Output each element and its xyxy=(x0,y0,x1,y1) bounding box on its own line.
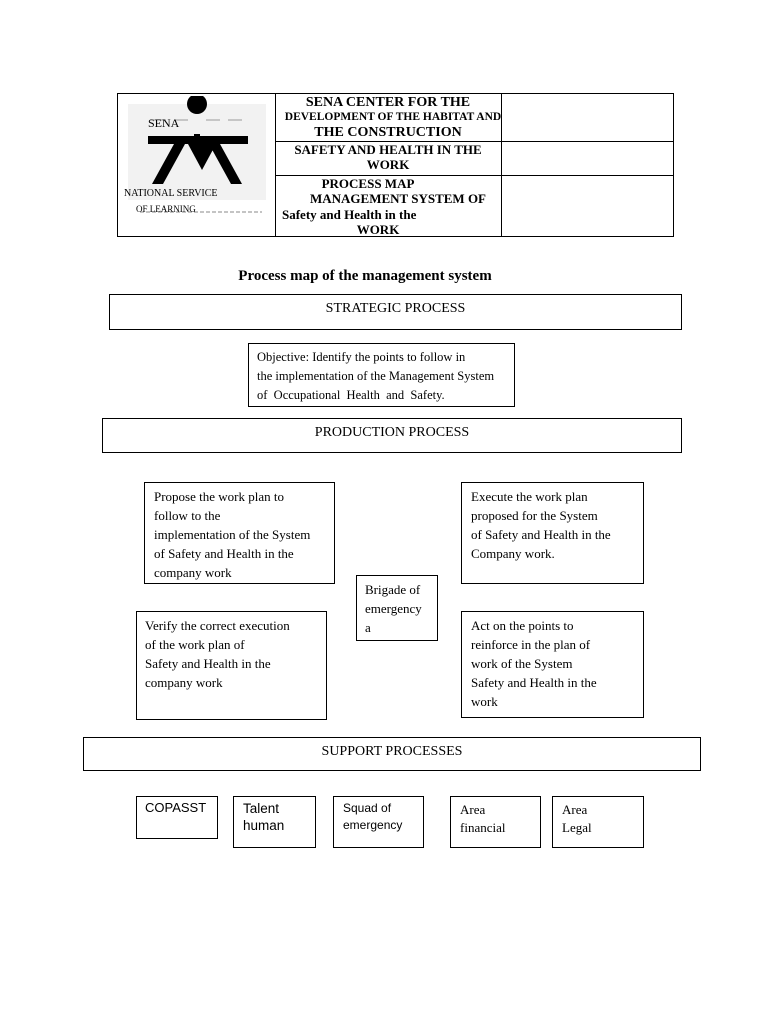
verify-line: Safety and Health in the xyxy=(145,656,271,671)
header-table xyxy=(117,93,674,237)
talent-line: Talent xyxy=(243,801,280,816)
production-process-label: PRODUCTION PROCESS xyxy=(314,425,470,440)
legal-line: Legal xyxy=(562,820,592,835)
sena-logo xyxy=(122,96,272,218)
verify-line: of the work plan of xyxy=(145,637,245,652)
act-line: work xyxy=(471,694,498,709)
plan-box xyxy=(144,482,335,584)
logo-subtitle: OF LEARNING xyxy=(136,204,196,214)
doc-title-line: MANAGEMENT SYSTEM OF xyxy=(310,191,486,206)
header-row-divider xyxy=(501,141,673,142)
financial-line: Area xyxy=(460,802,486,817)
center-name-line: SENA CENTER FOR THE xyxy=(305,95,471,110)
verify-line: Verify the correct execution xyxy=(145,618,290,633)
sena-logo-icon xyxy=(122,96,272,218)
execute-line: Company work. xyxy=(471,546,555,561)
objective-line: the implementation of the Management System xyxy=(257,369,495,383)
execute-line: of Safety and Health in the xyxy=(471,527,611,542)
objective-box xyxy=(248,343,515,407)
production-process-bar xyxy=(102,418,682,453)
act-line: work of the System xyxy=(471,656,573,671)
strategic-process-bar xyxy=(109,294,682,330)
plan-line: company work xyxy=(154,565,232,580)
execute-line: proposed for the System xyxy=(471,508,598,523)
plan-line: implementation of the System xyxy=(154,527,311,542)
doc-title-line: WORK xyxy=(356,222,400,237)
logo-subtitle: NATIONAL SERVICE xyxy=(124,188,218,199)
support-processes-bar xyxy=(83,737,701,771)
squad-box xyxy=(333,796,424,848)
execute-line: Execute the work plan xyxy=(471,489,588,504)
act-box xyxy=(461,611,644,718)
logo-name: SENA xyxy=(148,116,180,130)
brigade-line: Brigade of xyxy=(365,582,421,597)
area-line: SAFETY AND HEALTH IN THE xyxy=(294,142,482,157)
page-title: Process map of the management system xyxy=(238,268,492,284)
legal-box xyxy=(552,796,644,848)
copasst-box xyxy=(136,796,218,839)
objective-line: of Occupational Health and Safety. xyxy=(257,388,445,402)
squad-line: emergency xyxy=(343,818,403,832)
act-line: Act on the points to xyxy=(471,618,574,633)
plan-line: Propose the work plan to xyxy=(154,489,284,504)
talent-line: human xyxy=(243,818,285,833)
plan-line: follow to the xyxy=(154,508,221,523)
brigade-line: emergency xyxy=(365,601,422,616)
area-line: WORK xyxy=(366,157,410,172)
copasst-label: COPASST xyxy=(145,800,207,815)
financial-line: financial xyxy=(460,820,506,835)
act-line: reinforce in the plan of xyxy=(471,637,591,652)
act-line: Safety and Health in the xyxy=(471,675,597,690)
header-divider xyxy=(275,94,276,236)
brigade-line: a xyxy=(365,620,371,635)
support-processes-label: SUPPORT PROCESSES xyxy=(321,744,463,759)
execute-box xyxy=(461,482,644,584)
center-name-line: DEVELOPMENT OF THE HABITAT AND xyxy=(284,111,502,123)
strategic-process-label: STRATEGIC PROCESS xyxy=(325,301,466,316)
brigade-box xyxy=(356,575,438,641)
header-row-divider xyxy=(501,175,673,176)
doc-title-line: PROCESS MAP xyxy=(321,176,415,191)
center-name-line: THE CONSTRUCTION xyxy=(314,125,462,140)
verify-line: company work xyxy=(145,675,223,690)
talent-box xyxy=(233,796,316,848)
financial-box xyxy=(450,796,541,848)
plan-line: of Safety and Health in the xyxy=(154,546,294,561)
objective-line: Objective: Identify the points to follow in xyxy=(257,350,466,364)
doc-title-line: Safety and Health in the xyxy=(282,207,417,222)
verify-box xyxy=(136,611,327,720)
legal-line: Area xyxy=(562,802,588,817)
squad-line: Squad of xyxy=(343,801,392,815)
